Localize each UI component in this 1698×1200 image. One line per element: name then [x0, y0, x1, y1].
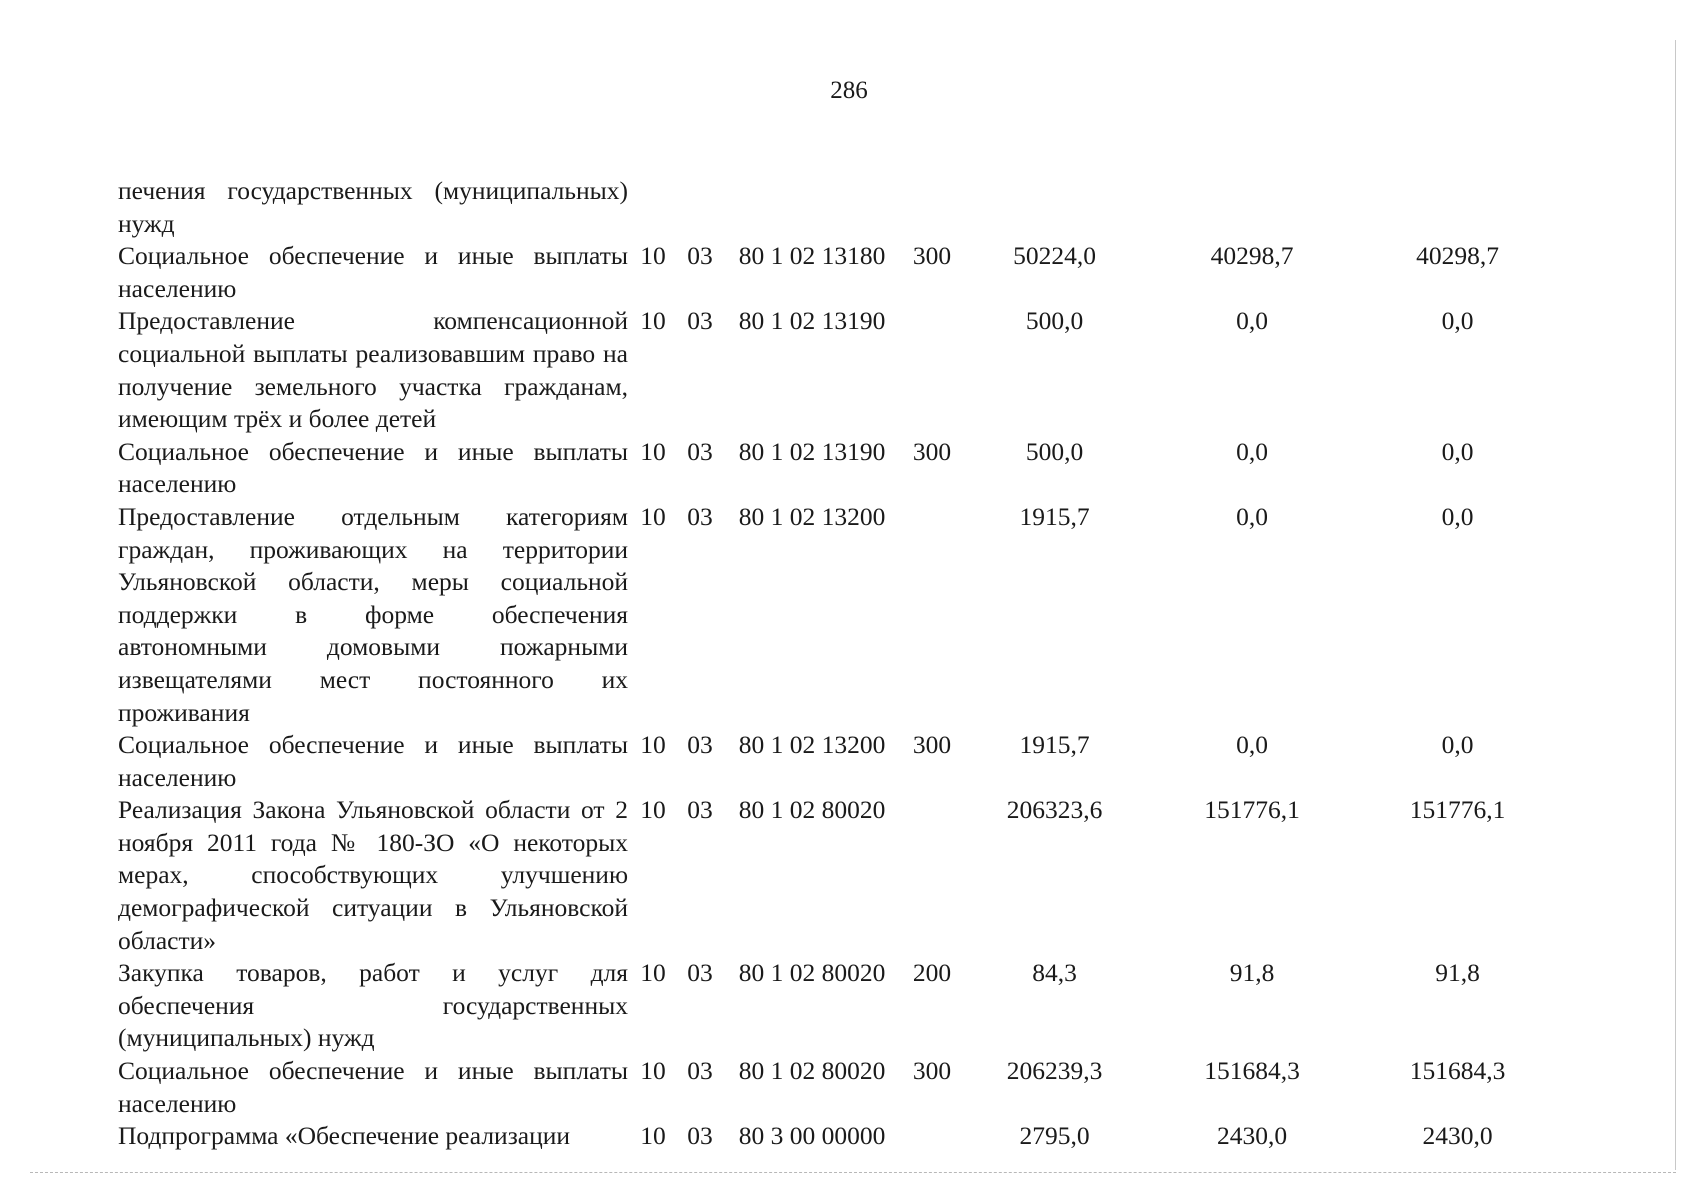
- row-section: [628, 175, 678, 240]
- row-sum-3: 2430,0: [1422, 1121, 1493, 1151]
- row-section: 10: [640, 1056, 666, 1086]
- row-expense-type: 300: [912, 241, 952, 271]
- row-sum-1: [962, 175, 1147, 240]
- row-expense-type: [902, 794, 962, 957]
- row-target-code: 80 3 00 00000: [738, 1121, 886, 1151]
- row-sum-3: 151684,3: [1409, 1056, 1506, 1086]
- row-sum-3: [1357, 175, 1558, 240]
- row-expense-type: [902, 1120, 962, 1153]
- row-sum-2: [1147, 175, 1357, 240]
- row-subsection: 03: [687, 306, 713, 336]
- row-target-code: 80 1 02 13190: [738, 436, 886, 466]
- row-name: Закупка товаров, работ и услуг для обеспечения государственных (муниципальных) нужд: [118, 958, 628, 1053]
- row-name: Предоставление отдельным категориям граждан, проживающих на территории Ульяновской области, меры социальной поддержки в форме обеспечения автономными домовыми пожарными извещателями мест постоянного их проживания: [118, 501, 628, 727]
- table-row: [118, 175, 1558, 240]
- table-row: [118, 1055, 1558, 1120]
- row-expense-type: 300: [912, 730, 952, 760]
- row-target-code: 80 1 02 80020: [738, 1056, 886, 1086]
- row-sum-1: 206239,3: [1006, 1056, 1103, 1086]
- row-sum-1: 2795,0: [1019, 1121, 1090, 1151]
- row-name: печения государственных (муниципальных) нужд: [118, 176, 628, 238]
- row-sum-1: 500,0: [1025, 436, 1084, 466]
- row-subsection: 03: [687, 241, 713, 271]
- row-section: 10: [640, 306, 666, 336]
- row-section: 10: [640, 958, 666, 988]
- row-target-code: [722, 175, 902, 240]
- row-section: 10: [640, 436, 666, 466]
- row-sum-3: 0,0: [1441, 730, 1474, 760]
- row-subsection: [678, 175, 722, 240]
- row-target-code: 80 1 02 13190: [738, 306, 886, 336]
- row-subsection: 03: [687, 730, 713, 760]
- row-expense-type: [902, 501, 962, 729]
- table-row: [118, 729, 1558, 794]
- table-row: [118, 436, 1558, 501]
- scan-edge-line: [1675, 40, 1676, 1170]
- row-sum-2: 0,0: [1236, 436, 1268, 466]
- row-target-code: 80 1 02 13200: [738, 730, 886, 760]
- row-sum-2: 40298,7: [1210, 241, 1294, 271]
- row-subsection: 03: [687, 1056, 713, 1086]
- row-sum-1: 1915,7: [1019, 501, 1090, 531]
- row-sum-1: 500,0: [1025, 306, 1084, 336]
- row-section: 10: [640, 795, 666, 825]
- row-sum-2: 151684,3: [1204, 1056, 1300, 1086]
- row-sum-2: 0,0: [1236, 501, 1268, 531]
- row-section: 10: [640, 501, 666, 531]
- row-sum-2: 151776,1: [1204, 795, 1300, 825]
- row-expense-type: [902, 305, 962, 435]
- row-expense-type: 200: [912, 958, 952, 988]
- row-sum-2: 2430,0: [1216, 1121, 1288, 1151]
- table-row: [118, 240, 1558, 305]
- row-target-code: 80 1 02 80020: [738, 795, 886, 825]
- page-number: 286: [830, 77, 868, 104]
- row-sum-2: 0,0: [1236, 730, 1268, 760]
- row-section: 10: [640, 1121, 666, 1151]
- row-sum-3: 151776,1: [1409, 795, 1506, 825]
- row-sum-1: 84,3: [1032, 958, 1077, 988]
- row-subsection: 03: [687, 501, 713, 531]
- row-expense-type: [902, 175, 962, 240]
- row-subsection: 03: [687, 1121, 713, 1151]
- row-target-code: 80 1 02 13180: [738, 241, 886, 271]
- table-row: [118, 957, 1558, 1055]
- row-name: Социальное обеспечение и иные выплаты населению: [118, 436, 628, 499]
- row-subsection: 03: [687, 436, 713, 466]
- row-sum-1: 206323,6: [1006, 795, 1103, 825]
- row-subsection: 03: [687, 795, 713, 825]
- row-sum-1: 50224,0: [1013, 241, 1096, 271]
- table-row: [118, 794, 1558, 957]
- row-sum-3: 0,0: [1441, 501, 1474, 531]
- row-name: Социальное обеспечение и иные выплаты населению: [118, 730, 628, 792]
- table-row: [118, 1120, 1558, 1153]
- table-row: [118, 305, 1558, 435]
- row-expense-type: 300: [912, 436, 952, 466]
- row-name: Социальное обеспечение и иные выплаты населению: [118, 1056, 628, 1118]
- row-sum-3: 0,0: [1441, 436, 1474, 466]
- row-sum-3: 91,8: [1435, 958, 1480, 988]
- row-name: Подпрограмма «Обеспечение реализации: [118, 1121, 571, 1151]
- row-sum-2: 91,8: [1229, 958, 1275, 988]
- row-sum-2: 0,0: [1236, 306, 1268, 336]
- scan-bottom-line: [30, 1172, 1676, 1173]
- row-name: Социальное обеспечение и иные выплаты населению: [118, 241, 628, 303]
- row-sum-1: 1915,7: [1019, 730, 1090, 760]
- row-expense-type: 300: [912, 1056, 952, 1086]
- row-sum-3: 40298,7: [1416, 241, 1499, 271]
- row-target-code: 80 1 02 13200: [738, 501, 886, 531]
- row-section: 10: [640, 730, 666, 760]
- row-sum-3: 0,0: [1441, 306, 1474, 336]
- row-target-code: 80 1 02 80020: [738, 958, 886, 988]
- table-row: [118, 501, 1558, 729]
- row-name: Реализация Закона Ульяновской области от 2 ноября 2011 года № 180-ЗО «О некоторых мерах, способствующих улучшению демографической ситуации в Ульяновской области»: [118, 795, 628, 955]
- row-subsection: 03: [687, 958, 713, 988]
- budget-table: [118, 175, 1558, 1153]
- row-section: 10: [640, 241, 666, 271]
- row-name: Предоставление компенсационной социальной выплаты реализовавшим право на получение земельного участка гражданам, имеющим трёх и более детей: [118, 306, 628, 434]
